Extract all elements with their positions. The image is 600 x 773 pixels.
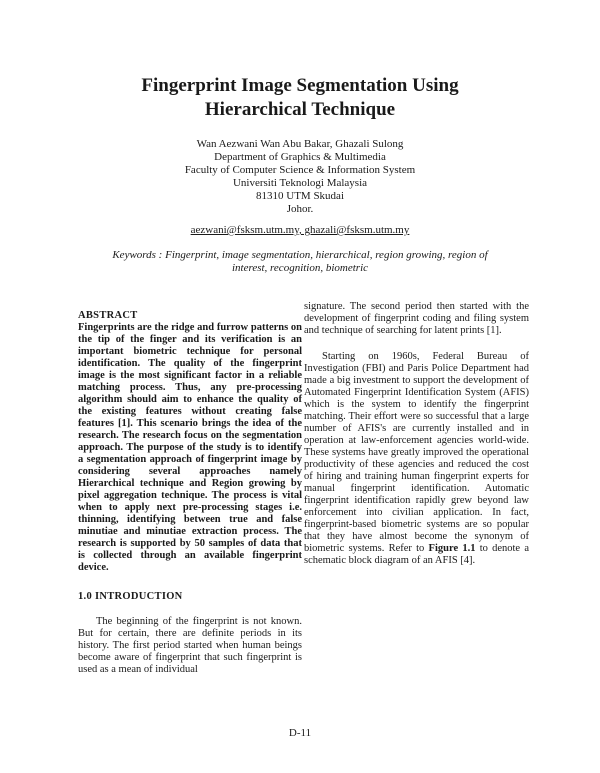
keywords: Keywords : Fingerprint, image segmentation, hierarchical, region growing, region of interest, recognition, biometric xyxy=(112,249,488,274)
introduction-body: The beginning of the fingerprint is not known. But for certain, there are definite periods in its history. The first period started when human beings become aware of fingerprint that such fingerprint is used as a mean of individual xyxy=(78,616,302,675)
author-names: Wan Aezwani Wan Abu Bakar, Ghazali Sulong xyxy=(196,138,404,150)
author-university: Universiti Teknologi Malaysia xyxy=(232,177,368,189)
author-emails[interactable]: aezwani@fsksm.utm.my, ghazali@fsksm.utm.my xyxy=(190,224,410,236)
abstract-heading: ABSTRACT xyxy=(78,310,138,321)
title-line-1: Fingerprint Image Segmentation Using xyxy=(141,75,459,96)
right-paragraph-2-tail: to denote a schematic block diagram of an AFIS [4]. xyxy=(304,543,529,566)
left-column xyxy=(78,310,302,676)
title-line-2: Hierarchical Technique xyxy=(204,99,396,120)
author-department: Department of Graphics & Multimedia xyxy=(214,151,386,163)
figure-reference: Figure 1.1 xyxy=(428,543,476,554)
right-paragraph-2 xyxy=(304,351,529,567)
introduction-heading: 1.0 INTRODUCTION xyxy=(78,591,183,602)
author-state: Johor. xyxy=(286,203,314,215)
page-number: D-11 xyxy=(288,727,312,739)
paper-title xyxy=(0,74,600,122)
right-paragraph-2-text: Starting on 1960s, Federal Bureau of Investigation (FBI) and Paris Police Department had made a big investment to support the development of Automated Fingerprint Identification System (AFIS) which is the system to identify the fingerprint matching. Their effort were so successful that a large number of AFIS's are currently installed and in operation at law-enforcement agencies world-wide. These systems have greatly improved the operational productivity of these agencies and reduced the cost of hiring and training human fingerprint experts for manual fingerprint identification. Automatic fingerprint identification rapidly grew beyond law enforcement into civilian application. In fact, fingerprint-based biometric systems are so popular that they have almost become the synonym of biometric systems. Refer to xyxy=(304,351,529,554)
author-faculty: Faculty of Computer Science & Information System xyxy=(184,164,416,176)
right-paragraph-1: signature. The second period then started with the development of fingerprint coding and filing system and technique of searching for latent prints [1]. xyxy=(304,301,529,336)
abstract-body: Fingerprints are the ridge and furrow patterns on the tip of the finger and its verification is an important biometric technique for personal identification. The quality of the fingerprint image is the most significant factor in a reliable matching process. Thus, any pre-processing algorithm should aim to enhance the quality of the existing features without creating false features [1]. This scenario brings the idea of the research. The research focus on the segmentation approach. The purpose of the study is to identify a segmentation approach of fingerprint image by considering several approaches namely Hierarchical technique and Region growing by pixel aggregation technique. The process is vital when to apply next pre-processing stages i.e. thinning, identifying between true and false minutiae and minutiae extraction process. The research is supported by 50 samples of data that is collected through an available fingerprint device. xyxy=(78,322,302,573)
author-postcode: 81310 UTM Skudai xyxy=(256,190,344,202)
right-column xyxy=(304,301,529,567)
author-block xyxy=(0,138,600,216)
